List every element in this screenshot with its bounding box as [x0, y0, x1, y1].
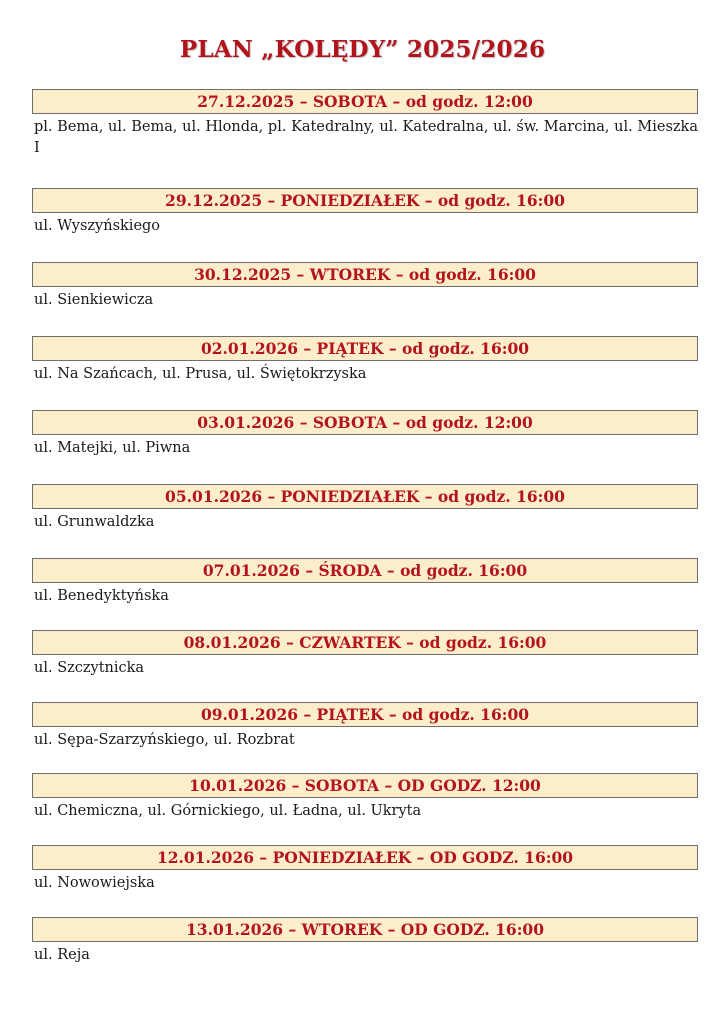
- date-header: 03.01.2026 – SOBOTA – od godz. 12:00: [32, 410, 698, 435]
- date-header: 08.01.2026 – CZWARTEK – od godz. 16:00: [32, 630, 698, 655]
- street-list: ul. Sienkiewicza: [34, 292, 154, 308]
- date-header: 13.01.2026 – WTOREK – OD GODZ. 16:00: [32, 917, 698, 942]
- schedule-entry: [32, 630, 698, 679]
- date-header: 30.12.2025 – WTOREK – od godz. 16:00: [32, 262, 698, 287]
- street-list: ul. Chemiczna, ul. Górnickiego, ul. Ładna, ul. Ukryta: [34, 803, 422, 819]
- date-header: 09.01.2026 – PIĄTEK – od godz. 16:00: [32, 702, 698, 727]
- schedule-entry: [32, 336, 698, 385]
- street-list: ul. Szczytnicka: [34, 660, 145, 676]
- date-header: 05.01.2026 – PONIEDZIAŁEK – od godz. 16:00: [32, 484, 698, 509]
- date-header: 07.01.2026 – ŚRODA – od godz. 16:00: [32, 558, 698, 583]
- schedule-entry: [32, 262, 698, 311]
- schedule-entry: [32, 410, 698, 459]
- date-header: 29.12.2025 – PONIEDZIAŁEK – od godz. 16:00: [32, 188, 698, 213]
- schedule-entry: [32, 702, 698, 751]
- schedule-entry: [32, 89, 698, 159]
- schedule-entry: [32, 188, 698, 237]
- street-list: ul. Nowowiejska: [34, 875, 155, 891]
- schedule-entry: [32, 484, 698, 533]
- schedule-entry: [32, 845, 698, 894]
- street-list: ul. Matejki, ul. Piwna: [34, 440, 191, 456]
- date-header: 27.12.2025 – SOBOTA – od godz. 12:00: [32, 89, 698, 114]
- street-list: ul. Benedyktyńska: [34, 588, 169, 604]
- schedule-entry: [32, 917, 698, 966]
- date-header: 10.01.2026 – SOBOTA – OD GODZ. 12:00: [32, 773, 698, 798]
- schedule-entry: [32, 773, 698, 822]
- street-list: ul. Grunwaldzka: [34, 514, 155, 530]
- street-list: pl. Bema, ul. Bema, ul. Hlonda, pl. Katedralny, ul. Katedralna, ul. św. Marcina, ul. Mieszka I: [34, 119, 698, 156]
- date-header: 12.01.2026 – PONIEDZIAŁEK – OD GODZ. 16:00: [32, 845, 698, 870]
- page-title: PLAN „KOLĘDY” 2025/2026: [179, 36, 546, 63]
- street-list: ul. Reja: [34, 947, 90, 963]
- street-list: ul. Wyszyńskiego: [34, 218, 161, 234]
- date-header: 02.01.2026 – PIĄTEK – od godz. 16:00: [32, 336, 698, 361]
- schedule-entry: [32, 558, 698, 607]
- street-list: ul. Na Szańcach, ul. Prusa, ul. Świętokrzyska: [34, 366, 367, 382]
- street-list: ul. Sępa-Szarzyńskiego, ul. Rozbrat: [34, 732, 295, 748]
